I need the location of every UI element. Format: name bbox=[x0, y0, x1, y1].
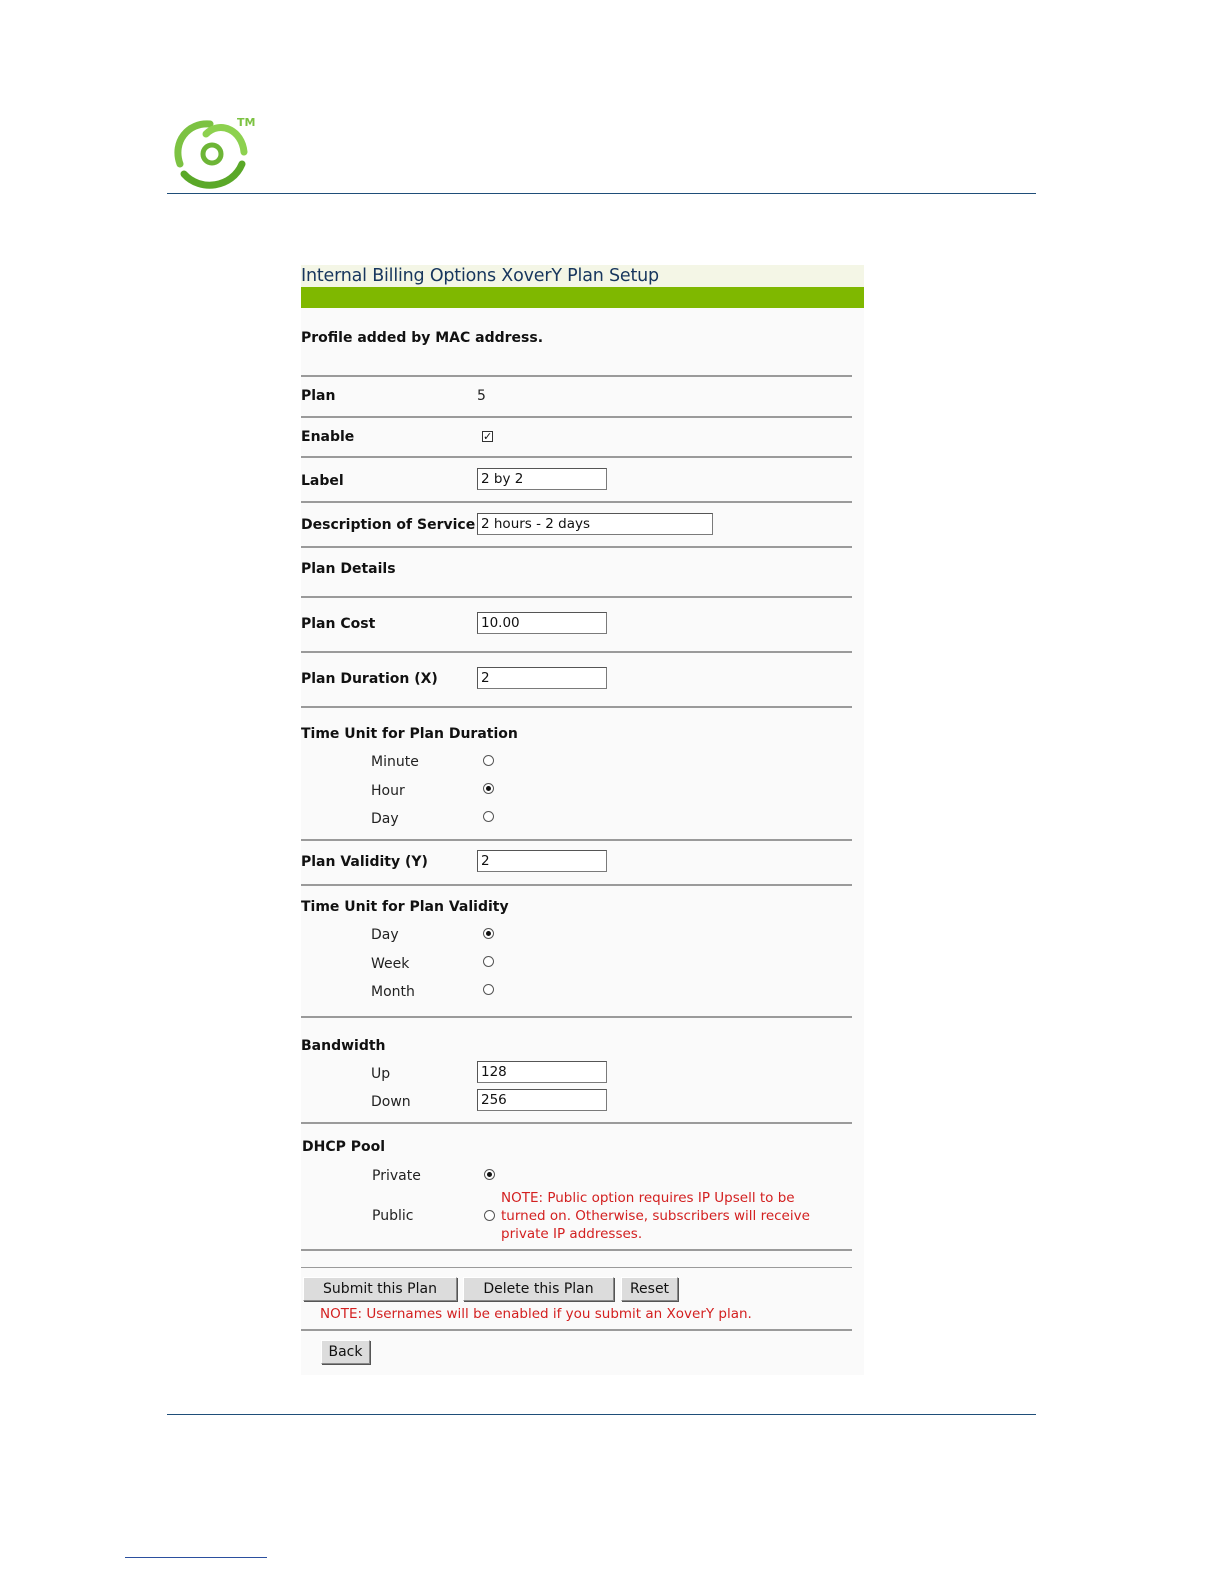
profile-message: Profile added by MAC address. bbox=[301, 330, 544, 346]
plan-setup-panel bbox=[301, 265, 864, 1375]
divider bbox=[301, 651, 852, 653]
submit-plan-button[interactable]: Submit this Plan bbox=[303, 1277, 457, 1301]
plan-value: 5 bbox=[477, 388, 486, 404]
duration-unit-heading: Time Unit for Plan Duration bbox=[301, 726, 518, 742]
dhcp-pool-heading: DHCP Pool bbox=[302, 1139, 386, 1155]
dhcp-option-private-radio[interactable] bbox=[484, 1169, 495, 1180]
duration-option-hour-radio[interactable] bbox=[483, 783, 494, 794]
divider bbox=[301, 1267, 852, 1268]
validity-option-day-label: Day bbox=[371, 927, 399, 943]
divider bbox=[301, 1122, 852, 1124]
plan-duration-input[interactable]: 2 bbox=[477, 667, 607, 689]
reset-button[interactable]: Reset bbox=[621, 1277, 678, 1301]
validity-option-week-label: Week bbox=[371, 956, 410, 972]
brand-logo bbox=[170, 112, 260, 192]
divider bbox=[301, 1249, 852, 1251]
title-bar bbox=[301, 265, 864, 287]
duration-option-minute-label: Minute bbox=[371, 754, 419, 770]
divider bbox=[301, 596, 852, 598]
bandwidth-up-label: Up bbox=[371, 1066, 391, 1082]
delete-plan-button[interactable]: Delete this Plan bbox=[463, 1277, 614, 1301]
divider bbox=[301, 416, 852, 418]
divider bbox=[301, 706, 852, 708]
validity-unit-heading: Time Unit for Plan Validity bbox=[301, 899, 509, 915]
bandwidth-up-input[interactable]: 128 bbox=[477, 1061, 607, 1083]
divider bbox=[301, 1329, 852, 1331]
description-input[interactable]: 2 hours - 2 days bbox=[477, 513, 713, 535]
divider bbox=[301, 884, 852, 886]
footnote-rule bbox=[125, 1557, 267, 1558]
trademark-label: TM bbox=[237, 116, 256, 129]
description-label: Description of Service bbox=[301, 517, 476, 533]
bandwidth-heading: Bandwidth bbox=[301, 1038, 386, 1054]
submit-note: NOTE: Usernames will be enabled if you submit an XoverY plan. bbox=[320, 1306, 752, 1322]
plan-duration-label: Plan Duration (X) bbox=[301, 671, 438, 687]
validity-option-month-radio[interactable] bbox=[483, 984, 494, 995]
duration-option-hour-label: Hour bbox=[371, 783, 405, 799]
divider bbox=[301, 546, 852, 548]
label-input[interactable]: 2 by 2 bbox=[477, 468, 607, 490]
duration-option-minute-radio[interactable] bbox=[483, 755, 494, 766]
divider bbox=[301, 375, 852, 377]
enable-checkbox[interactable]: ✓ bbox=[483, 430, 493, 443]
divider bbox=[301, 456, 852, 458]
plan-details-heading: Plan Details bbox=[301, 561, 396, 577]
duration-option-day-label: Day bbox=[371, 811, 399, 827]
footer-divider bbox=[167, 1414, 1036, 1415]
label-field-label: Label bbox=[301, 473, 344, 489]
back-button[interactable]: Back bbox=[321, 1340, 370, 1364]
page-title: Internal Billing Options XoverY Plan Setup bbox=[301, 266, 659, 286]
divider bbox=[301, 1016, 852, 1018]
validity-option-day-radio[interactable] bbox=[483, 928, 494, 939]
validity-option-week-radio[interactable] bbox=[483, 956, 494, 967]
validity-option-month-label: Month bbox=[371, 984, 415, 1000]
plan-cost-input[interactable]: 10.00 bbox=[477, 612, 607, 634]
bandwidth-down-label: Down bbox=[371, 1094, 411, 1110]
enable-label: Enable bbox=[301, 429, 355, 445]
dhcp-option-public-radio[interactable] bbox=[484, 1210, 495, 1221]
plan-cost-label: Plan Cost bbox=[301, 616, 376, 632]
divider bbox=[301, 501, 852, 503]
plan-label: Plan bbox=[301, 388, 336, 404]
plan-validity-label: Plan Validity (Y) bbox=[301, 854, 428, 870]
divider bbox=[301, 839, 852, 841]
duration-option-day-radio[interactable] bbox=[483, 811, 494, 822]
bandwidth-down-input[interactable]: 256 bbox=[477, 1089, 607, 1111]
public-option-note: NOTE: Public option requires IP Upsell to be turned on. Otherwise, subscribers will receive private IP addresses. bbox=[501, 1190, 810, 1242]
dhcp-option-public-label: Public bbox=[372, 1208, 414, 1224]
title-accent-bar bbox=[301, 287, 864, 308]
header-divider bbox=[167, 193, 1036, 194]
dhcp-option-private-label: Private bbox=[372, 1168, 421, 1184]
plan-validity-input[interactable]: 2 bbox=[477, 850, 607, 872]
